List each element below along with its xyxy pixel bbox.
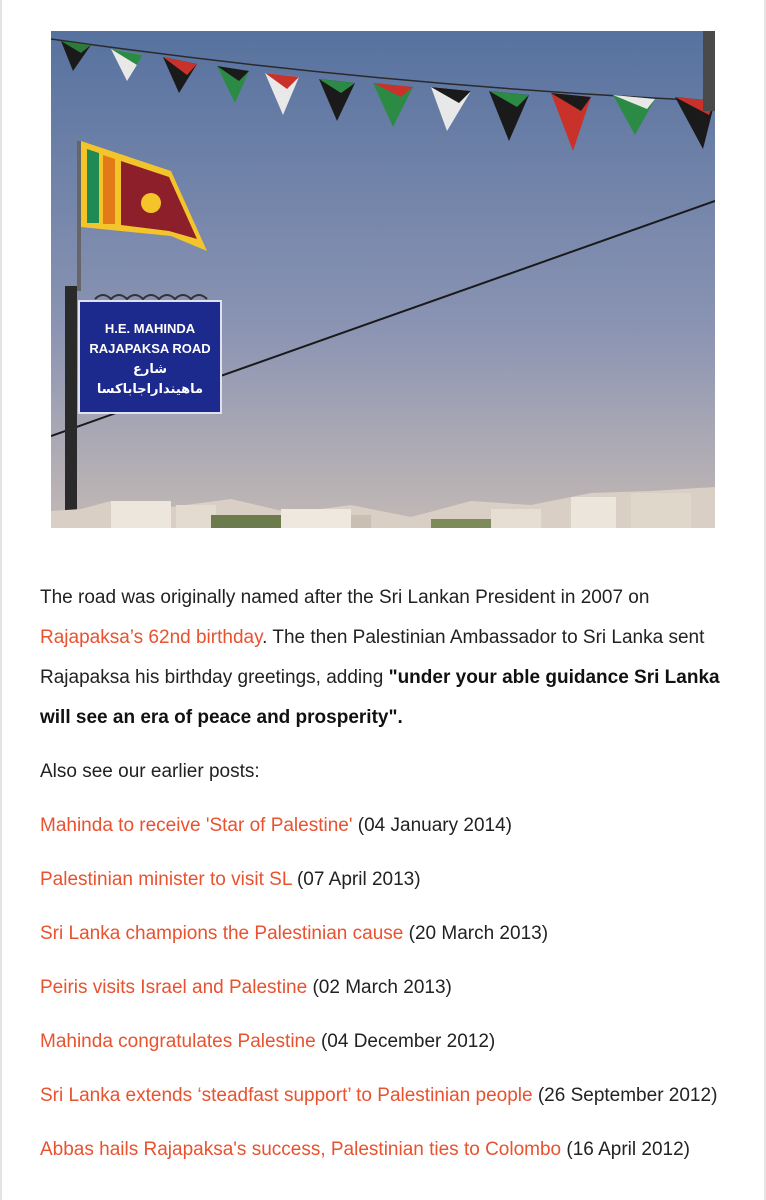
post-link[interactable]: Sri Lanka champions the Palestinian cause [40,923,404,944]
post-link[interactable]: Palestinian minister to visit SL [40,869,292,890]
article-photo [51,31,715,528]
list-item [40,1022,730,1062]
list-item [40,806,730,846]
post-date: (04 December 2012) [315,1031,496,1052]
intro-text-mid: . The then Palestinian Ambassador to Sri Lanka sent Rajapaksa his birthday greetings, adding [40,627,705,688]
post-link[interactable]: Sri Lanka extends ‘steadfast support’ to Palestinian people [40,1085,533,1106]
post-link[interactable]: Mahinda to receive 'Star of Palestine' [40,815,353,836]
birthday-link[interactable]: Rajapaksa’s 62nd birthday [40,627,263,648]
post-link[interactable]: Mahinda congratulates Palestine [40,1031,316,1052]
see-also-text: Also see our earlier posts: [40,761,260,782]
intro-text: The road was originally named after the Sri Lankan President in 2007 on [40,587,650,608]
sign-line-1: H.E. MAHINDA [104,321,196,336]
post-date: (16 April 2012) [561,1139,690,1160]
post-date: (20 March 2013) [403,923,549,944]
list-item [40,1130,730,1170]
street-sign [79,295,221,413]
sign-line-2: RAJAPAKSA ROAD [89,341,211,356]
post-link[interactable]: Abbas hails Rajapaksa's success, Palestinian ties to Colombo [40,1139,562,1160]
list-item [40,968,730,1008]
ambassador-quote: "under your able guidance Sri Lanka will see an era of peace and prosperity". [40,667,720,728]
list-item [40,1076,730,1116]
post-link[interactable]: Peiris visits Israel and Palestine [40,977,308,998]
sign-arabic-1: شارع [132,362,168,377]
list-item [40,860,730,900]
earlier-posts-list [40,806,730,1170]
sign-arabic-2: ماهينداراجاباكسا [96,382,204,397]
post-date: (04 January 2014) [352,815,512,836]
intro-paragraph [40,578,730,738]
list-item [40,914,730,954]
post-date: (02 March 2013) [307,977,452,998]
article-body [40,578,730,1184]
post-date: (26 September 2012) [532,1085,718,1106]
post-date: (07 April 2013) [291,869,421,890]
